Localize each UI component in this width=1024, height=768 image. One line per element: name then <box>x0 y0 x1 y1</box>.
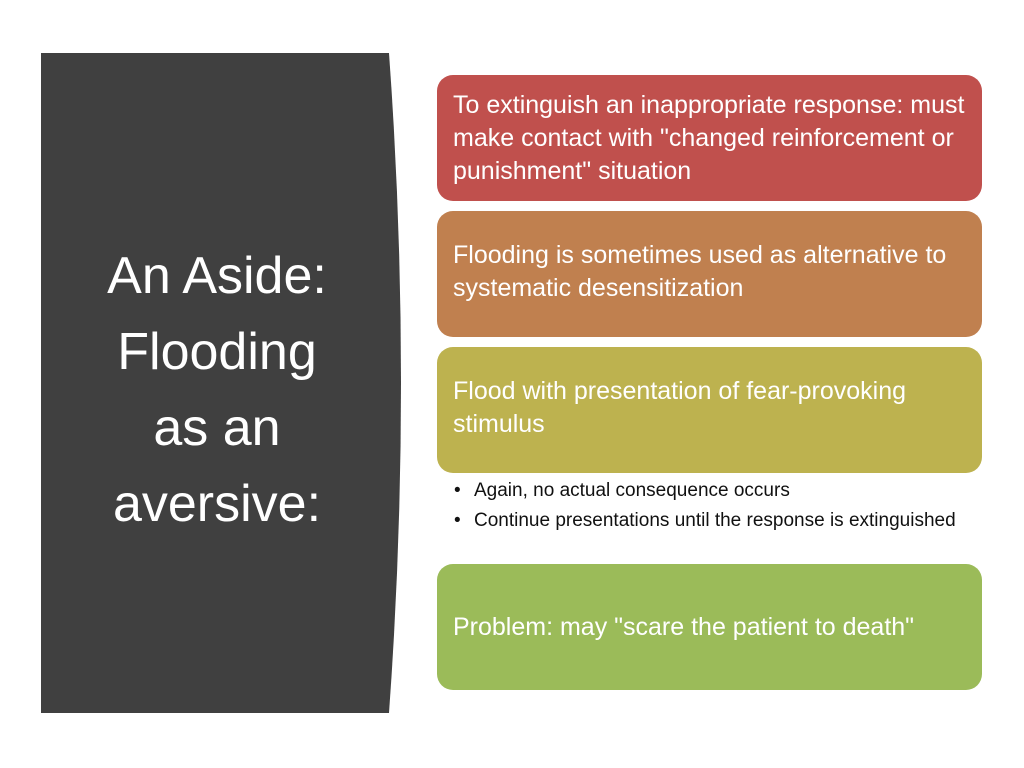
bullet-icon: • <box>454 510 461 531</box>
content-box-3 <box>437 347 982 473</box>
bullet-icon: • <box>454 480 461 501</box>
content-box-1-text: To extinguish an inappropriate response: must make contact with "changed reinforcement or punishment" situation <box>453 91 965 185</box>
bullet-item <box>452 509 972 533</box>
bullet-item <box>452 479 972 503</box>
content-box-4 <box>437 564 982 690</box>
content-box-2 <box>437 211 982 337</box>
bullet-text: Continue presentations until the response is extinguished <box>474 510 956 531</box>
side-panel <box>41 53 411 713</box>
content-box-4-text: Problem: may "scare the patient to death" <box>453 612 915 641</box>
content-box-3-text: Flood with presentation of fear-provoking stimulus <box>453 377 907 438</box>
bullet-text: Again, no actual consequence occurs <box>474 480 790 501</box>
content-box-2-text: Flooding is sometimes used as alternative to systematic desensitization <box>453 241 947 302</box>
bullet-list <box>452 479 972 539</box>
content-box-1 <box>437 75 982 201</box>
slide-title: An Aside: Flooding as an aversive: <box>107 247 327 533</box>
